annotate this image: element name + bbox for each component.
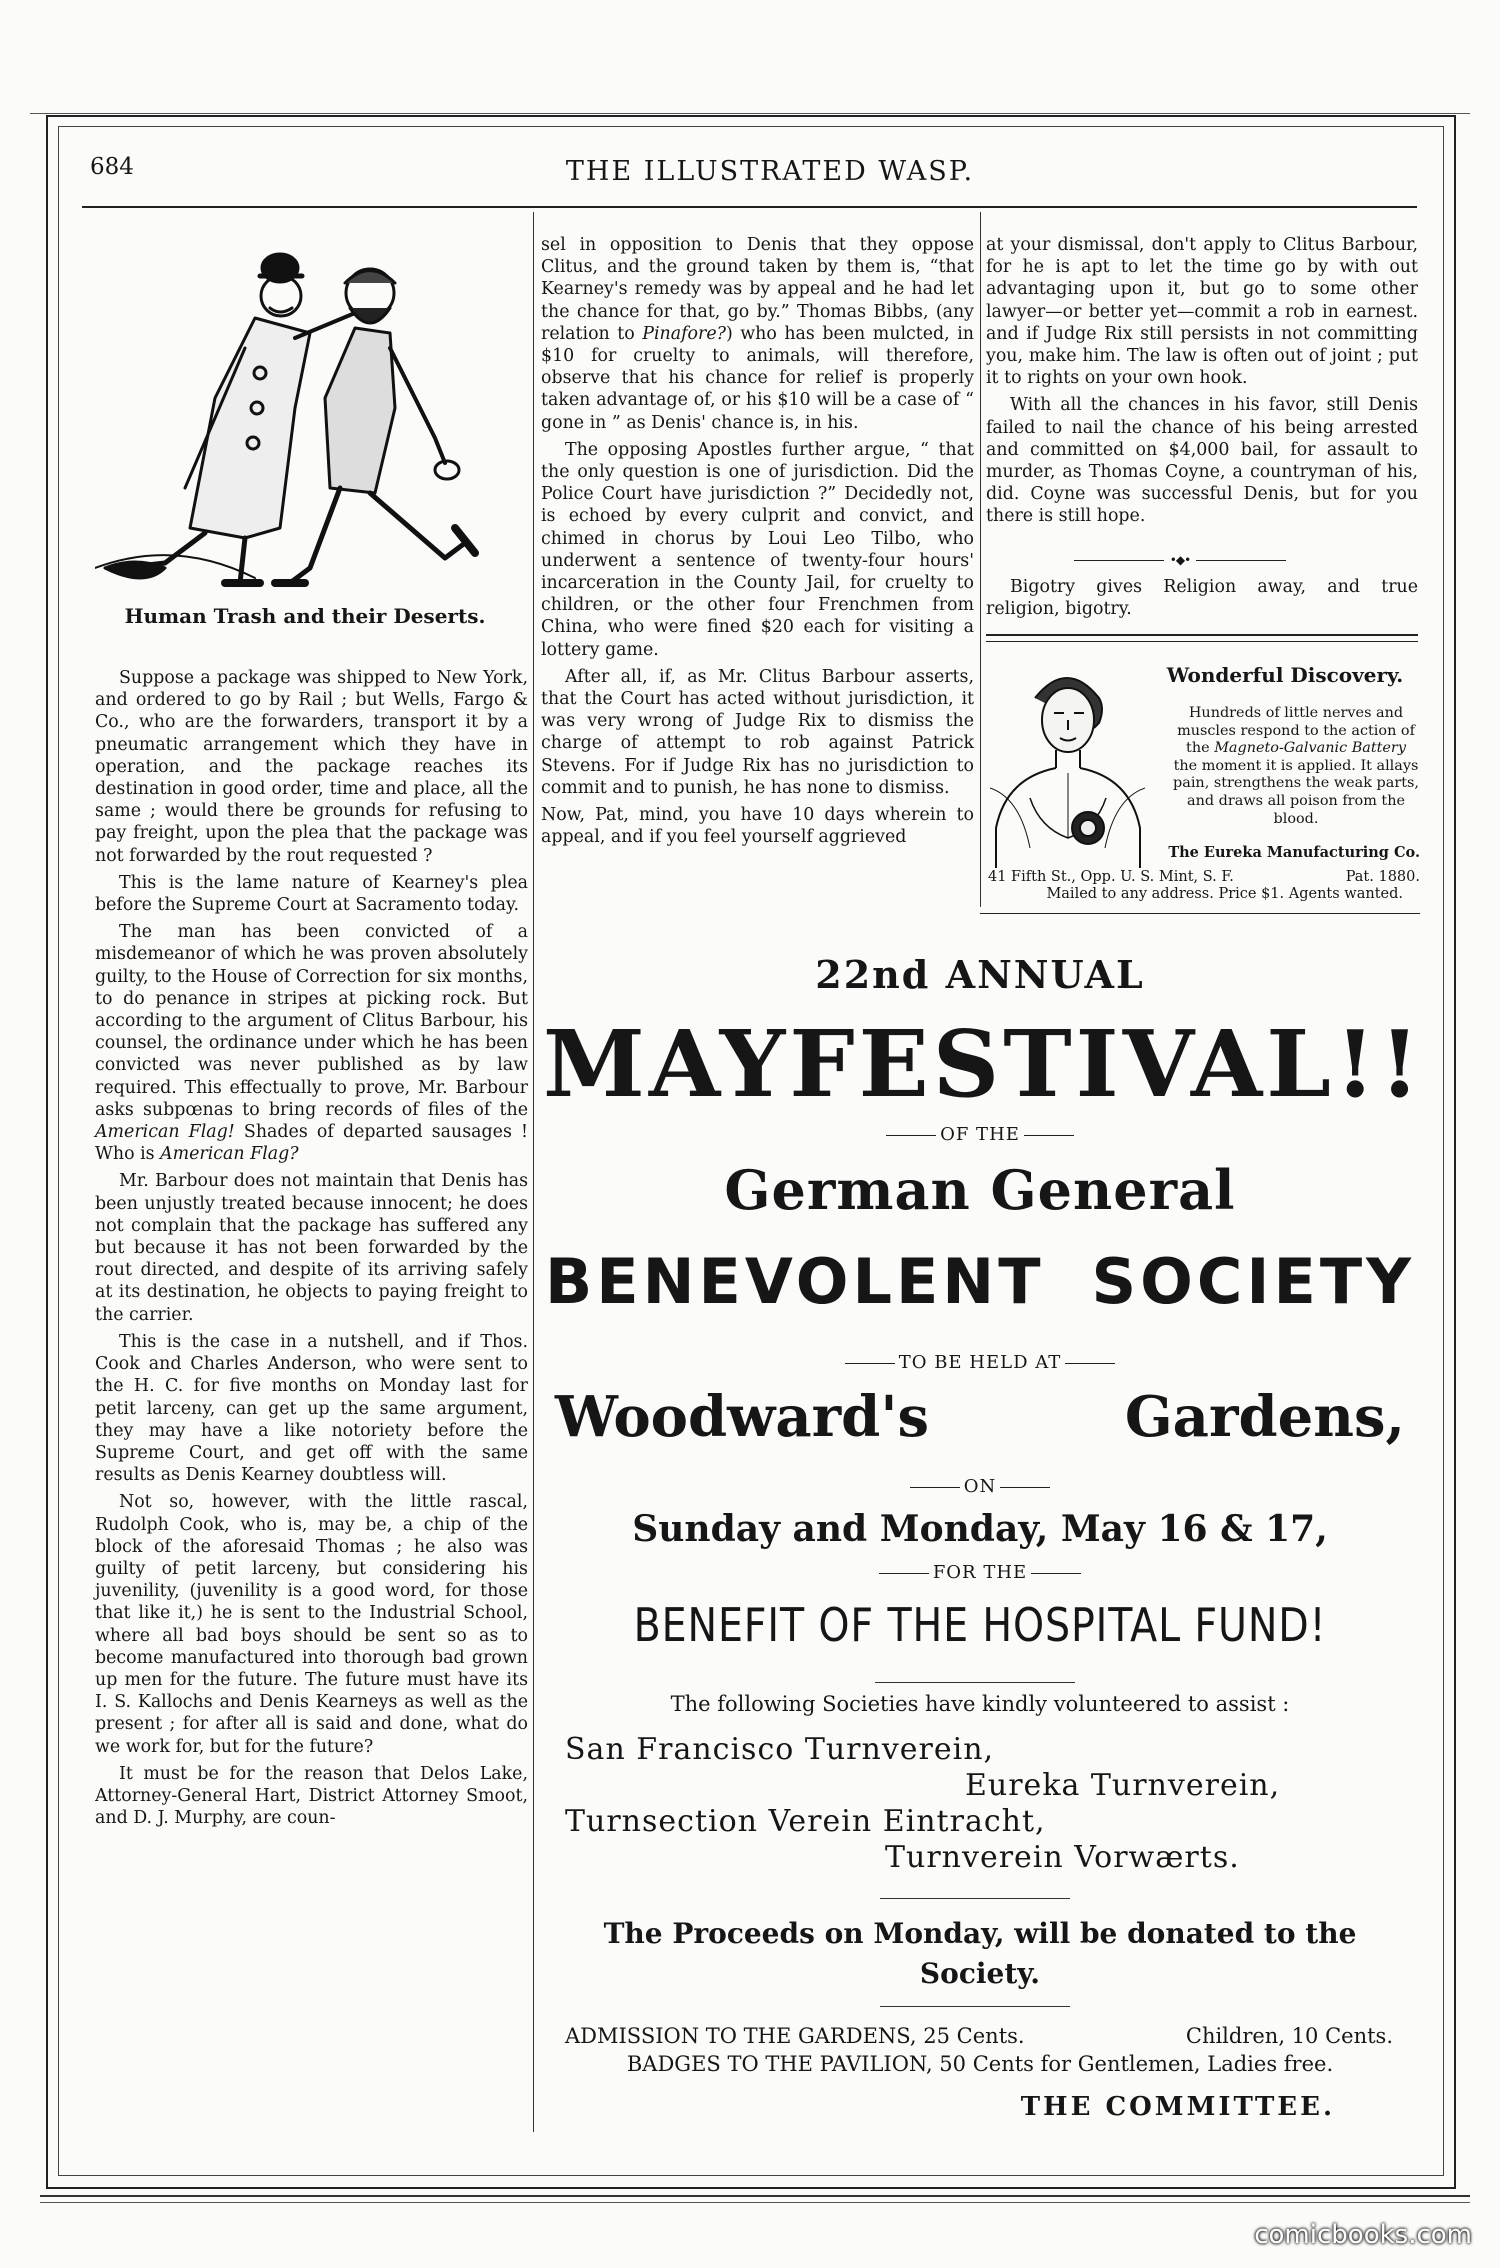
paragraph: After all, if, as Mr. Clitus Barbour asserts, that the Court has acted without jurisdiction, it was very wrong of Judge Rix to dismiss the charge of attempt to rob against Patrick Stevens. For if Judge Rix has no jurisdiction to commit and to punish, he has none to dismiss.: [541, 666, 974, 798]
paragraph: This is the lame nature of Kearney's plea before the Supreme Court at Sacramento today.: [95, 872, 528, 916]
paragraph: The opposing Apostles further argue, “ that the only question is one of jurisdiction. Did the Police Court have jurisdiction ?” Decidedly not, is echoed by every culprit and convict, and chimed in chorus by Loui Leo Tilbo, who underwent a sentence of twenty-four hours' incarceration in the County Jail, for cruelty to children, or the other four Frenchmen from China, who were fined $20 each for visiting a lottery game.: [541, 439, 974, 660]
festival-benefit: BENEFIT OF THE HOSPITAL FUND!: [633, 1598, 1327, 1652]
paragraph: Now, Pat, mind, you have 10 days wherein to appeal, and if you feel yourself aggrieved: [541, 805, 974, 848]
paragraph: With all the chances in his favor, still Denis failed to nail the chance of his being arrested and committed on $4,000 bail, for assault to murder, as Thomas Coyne, a countryman of his, did. Coyne was successful Denis, but for you there is still hope.: [986, 395, 1418, 527]
paragraph: The man has been convicted of a misdemeanor of which he was proven absolutely guilty, to the House of Correction for six months, to do penance in stripes at picking rock. But according to the argument of Clitus Barbour, his counsel, the ordinance under which he has been convicted was never published as by law required. This effectually to prove, Mr. Barbour asks subpœnas to bring records of files of the American Flag! Shades of departed sausages ! Who is American Flag?: [95, 922, 529, 1165]
bottom-rule: [40, 2202, 1470, 2203]
society-name: Turnsection Verein Eintracht,: [565, 1804, 1046, 1839]
watermark: comicbooks.com: [1254, 2220, 1472, 2250]
festival-on: ON: [535, 1476, 1425, 1497]
advert-rule: [986, 634, 1418, 636]
paragraph: Not so, however, with the little rascal, Rudolph Cook, who is, may be, a chip of the block of the aforesaid Thomas ; he also was guilty of petit larceny, but considering his juvenility, (juvenility is a good word, for those that like it,) he is sent to the Industrial School, where all bad boys should be sent so as to become manufactured into thorough bad grown up men for the future. The future must have its I. S. Kallochs and Denis Kearneys as well as the present ; for after all is said and done, what do we work for, but for the future?: [95, 1492, 528, 1757]
paragraph: Mr. Barbour does not maintain that Denis has been unjustly treated because innocent; he does not complain that the package has suffered any but because it has not been forwarded by the rout directed, and despite of its arriving safely at its destination, he objects to paying freight to the carrier.: [95, 1171, 528, 1325]
section-ornament: •◆•: [1055, 553, 1305, 567]
festival-divider: [875, 1682, 1075, 1683]
page-header: [80, 148, 1460, 198]
festival-benevolent-society: BENEVOLENT SOCIETY: [545, 1245, 1415, 1318]
aphorism: Bigotry gives Religion away, and true religion, bigotry.: [986, 577, 1418, 620]
festival-divider: [880, 2006, 1070, 2007]
page-title: THE ILLUSTRATED WASP.: [565, 156, 975, 187]
festival-of-the: OF THE: [535, 1124, 1425, 1145]
festival-for-the: FOR THE: [535, 1562, 1425, 1583]
advert-mail-note: Mailed to any address. Price $1. Agents wanted.: [1046, 886, 1403, 902]
page-number: 684: [90, 154, 134, 180]
advert-company: The Eureka Manufacturing Co.: [1168, 844, 1420, 861]
festival-held-at: TO BE HELD AT: [535, 1352, 1425, 1373]
paragraph: Suppose a package was shipped to New York, and ordered to go by Rail ; but Wells, Fargo & Co., who are the forwarders, transport it by a pneumatic arrangement which they have in operation, and the package reaches its destination in good order, time and place, all the same ; would there be grounds for refusing to pay freight, upon the plea that the package was not forwarded by the rout requested ?: [95, 668, 528, 866]
advert-rule: [986, 641, 1418, 642]
advert-portrait-image: [990, 658, 1145, 868]
paragraph: sel in opposition to Denis that they oppose Clitus, and the ground taken by them is, “that Kearney's remedy was by appeal and he had let the chance for that, go by.” Thomas Bibbs, (any relation to Pinafore?) who has been mulcted, in $10 for cruelty to animals, will therefore, observe that his chance for relief is properly taken advantage of, or his $10 will be a case of “ gone in ” as Denis' chance is, in his.: [541, 235, 974, 433]
paragraph: at your dismissal, don't apply to Clitus Barbour, for he is apt to let the time go by with out advantaging upon it, but go to some other lawyer—or better yet—commit a rob in earnest. and if Judge Rix still persists in not committing you, make him. The law is often out of joint ; put it to rights on your own hook.: [986, 235, 1418, 389]
column-divider-1: [533, 212, 534, 2132]
column-1-text: [95, 667, 528, 1834]
cartoon-caption: Human Trash and their Deserts.: [124, 604, 486, 628]
festival-divider: [880, 1898, 1070, 1899]
society-name: San Francisco Turnverein,: [565, 1732, 995, 1767]
festival-following: The following Societies have kindly volunteered to assist :: [670, 1692, 1290, 1716]
cartoon-illustration: [95, 238, 515, 598]
festival-annual: 22nd ANNUAL: [815, 952, 1145, 997]
advert-address: 41 Fifth St., Opp. U. S. Mint, S. F. Pat. 1880.: [988, 869, 1420, 885]
column-2-text: [541, 234, 974, 853]
festival-committee: THE COMMITTEE.: [1020, 2092, 1335, 2122]
paragraph: This is the case in a nutshell, and if Thos. Cook and Charles Anderson, who were sent to the H. C. for five months on Monday last for petit larceny, can get up the same argument, they may have a like notoriety before the Supreme Court, and get off with the same results as Denis Kearney doubtless will.: [95, 1331, 528, 1486]
advert-body: Hundreds of little nerves and muscles respond to the action of the Magneto-Galvanic Battery the moment it is applied. It allays pain, strengthens the weak parts, and draws all poison from the blood.: [1173, 705, 1419, 827]
header-rule: [82, 206, 1417, 208]
column-divider-2: [980, 212, 981, 907]
advert-title: Wonderful Discovery.: [1166, 663, 1404, 687]
festival-dates: Sunday and Monday, May 16 & 17,: [632, 1508, 1328, 1550]
society-name: Eureka Turnverein,: [965, 1768, 1281, 1803]
festival-heading: MAY FESTIVAL!!: [543, 1010, 1424, 1118]
paragraph: It must be for the reason that Delos Lake, Attorney-General Hart, District Attorney Smoot, and D. J. Murphy, are coun-: [95, 1763, 528, 1829]
bottom-rule: [40, 2195, 1470, 2197]
society-name: Turnverein Vorwærts.: [885, 1840, 1240, 1875]
festival-venue: Woodward's Gardens,: [555, 1384, 1405, 1450]
top-rule: [30, 113, 1470, 114]
festival-proceeds: The Proceeds on Monday, will be donated to the Society.: [603, 1917, 1357, 1990]
advert-bottom-rule: [980, 913, 1420, 914]
column-3-text: [986, 234, 1418, 533]
festival-german-general: German General: [724, 1158, 1236, 1222]
festival-admission: ADMISSION TO THE GARDENS, 25 Cents. Children, 10 Cents. BADGES TO THE PAVILION, 50 Cents for Gentlemen, Ladies free.: [565, 2024, 1393, 2076]
